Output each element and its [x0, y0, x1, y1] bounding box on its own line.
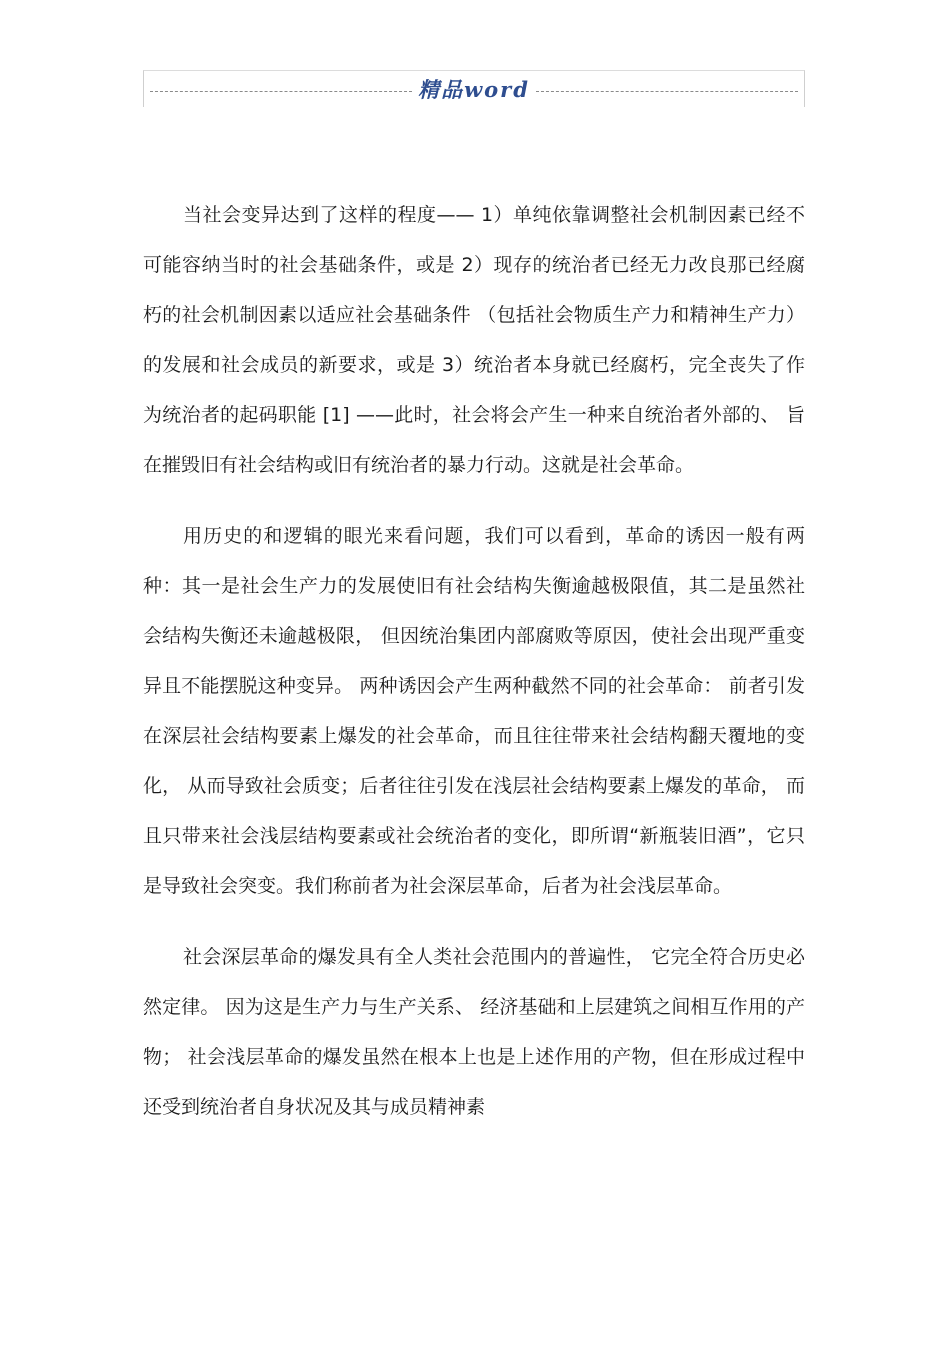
header-title: 精品word: [418, 77, 530, 102]
paragraph-1: 当社会变异达到了这样的程度—— 1）单纯依靠调整社会机制因素已经不可能容纳当时的社会基础条件，或是 2）现存的统治者已经无力改良那已经腐朽的社会机制因素以适应社会基础条件 （包括社会物质生产力和精神生产力）的发展和社会成员的新要求，或是 3）统治者本身就已经腐朽，完全丧失了作为统治者的起码职能 [1] ——此时，社会将会产生一种来自统治者外部的、 旨在摧毁旧有社会结构或旧有统治者的暴力行动。这就是社会革命。: [143, 204, 805, 476]
header-dashed-line-left: [150, 91, 412, 92]
header-dashed-line-right: [536, 91, 798, 92]
document-body: [143, 190, 805, 1132]
paragraph-2: 用历史的和逻辑的眼光来看问题，我们可以看到，革命的诱因一般有两种：其一是社会生产力的发展使旧有社会结构失衡逾越极限值，其二是虽然社会结构失衡还未逾越极限， 但因统治集团内部腐败等原因，使社会出现严重变异且不能摆脱这种变异。 两种诱因会产生两种截然不同的社会革命： 前者引发在深层社会结构要素上爆发的社会革命，而且往往带来社会结构翻天覆地的变化， 从而导致社会质变；后者往往引发在浅层社会结构要素上爆发的革命， 而且只带来社会浅层结构要素或社会统治者的变化，即所谓“新瓶装旧酒”，它只是导致社会突变。我们称前者为社会深层革命，后者为社会浅层革命。: [143, 525, 805, 897]
paragraph-3: 社会深层革命的爆发具有全人类社会范围内的普遍性， 它完全符合历史必然定律。 因为这是生产力与生产关系、 经济基础和上层建筑之间相互作用的产物； 社会浅层革命的爆发虽然在根本上也是上述作用的产物，但在形成过程中还受到统治者自身状况及其与成员精神素: [143, 946, 805, 1118]
page-header: [143, 70, 805, 107]
